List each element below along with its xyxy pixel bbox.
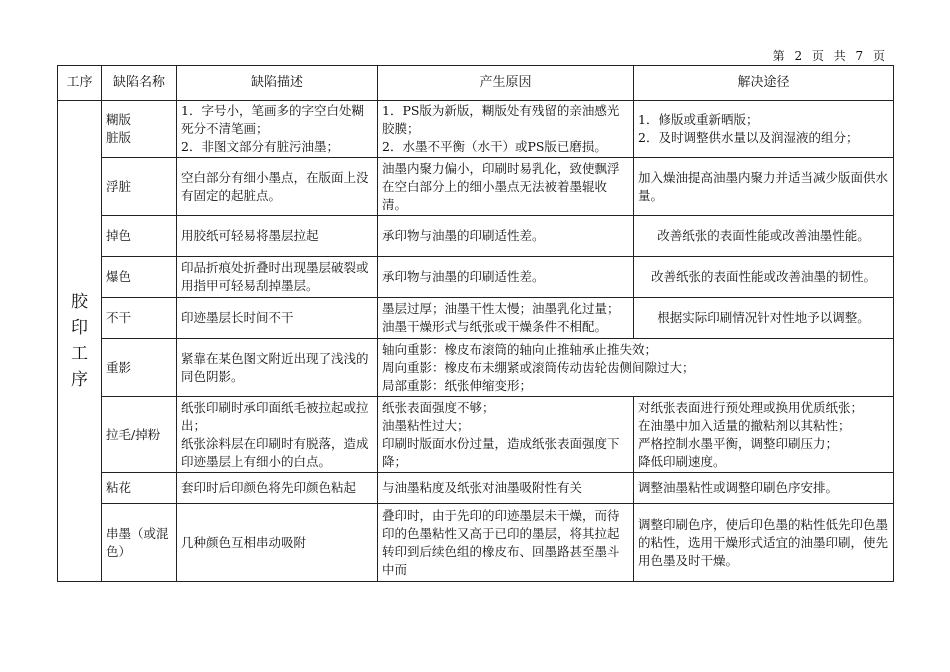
header-solution: 解决途径 [634,66,894,101]
header-description: 缺陷描述 [177,66,378,101]
defect-description: 用胶纸可轻易将墨层拉起 [177,216,378,257]
defect-cause: 纸张表面强度不够； 油墨粘性过大； 印刷时版面水份过量，造成纸张表面强度下降； [378,397,634,473]
defect-description: 套印时后印颜色将先印颜色粘起 [177,473,378,504]
defect-name: 浮脏 [102,158,177,216]
table-row [58,298,894,339]
defect-cause: 承印物与油墨的印刷适性差。 [378,216,634,257]
table-row [58,473,894,504]
defect-name: 重影 [102,339,177,397]
defect-table [57,65,894,582]
table-row [58,397,894,473]
defect-description: 紧靠在某色图文附近出现了浅浅的同色阴影。 [177,339,378,397]
defect-name: 拉毛/掉粉 [102,397,177,473]
defect-cause [378,101,634,158]
defect-solution: 调整印刷色序，使后印色墨的粘性低先印色墨的粘性，选用干燥形式适宜的油墨印刷，使先用色墨及时干燥。 [634,504,894,582]
defect-solution: 改善纸张的表面性能或改善油墨性能。 [634,216,894,257]
header-process: 工序 [58,66,102,101]
defect-name: 糊版 脏版 [102,101,177,158]
table-row [58,257,894,298]
defect-cause: 墨层过厚；油墨干性太慢；油墨乳化过量； 油墨干燥形式与纸张或干燥条件不相配。 [378,298,634,339]
table-row [58,216,894,257]
defect-cause: 与油墨粘度及纸张对油墨吸附性有关 [378,473,634,504]
defect-solution: 根据实际印刷情况针对性地予以调整。 [634,298,894,339]
defect-description: 几种颜色互相串动吸附 [177,504,378,582]
defect-name: 掉色 [102,216,177,257]
table-header-row [58,66,894,101]
header-defect-name: 缺陷名称 [102,66,177,101]
defect-name: 爆色 [102,257,177,298]
defect-cause: 承印物与油墨的印刷适性差。 [378,257,634,298]
defect-description: 印迹墨层长时间不干 [177,298,378,339]
defect-cause: 油墨内聚力偏小，印刷时易乳化，致使飘浮在空白部分上的细小墨点无法被着墨辊收清。 [378,158,634,216]
defect-description: 印品折痕处折叠时出现墨层破裂或用指甲可轻易刮掉墨层。 [177,257,378,298]
table-row [58,101,894,158]
defect-solution: 改善纸张的表面性能或改善油墨的韧性。 [634,257,894,298]
page-number: 第 2 页 共 7 页 [772,49,888,63]
numbered-line: 2．非图文部分有脏污油墨； [181,139,339,154]
numbered-line: 2．水墨不平衡（水干）或PS版已磨损。 [382,139,607,154]
numbered-line: 1．PS版为新版，糊版处有残留的亲油感光胶膜； [382,103,620,136]
defect-solution: 1．修版或重新晒版； 2．及时调整供水量以及润湿液的组分； [634,101,894,158]
defect-name: 不干 [102,298,177,339]
numbered-line: 1．字号小，笔画多的字空白处糊死分不清笔画； [181,103,364,136]
table-row [58,339,894,397]
table-row [58,158,894,216]
defect-solution: 调整油墨粘性或调整印刷色序安排。 [634,473,894,504]
defect-name: 粘花 [102,473,177,504]
defect-description: 空白部分有细小墨点，在版面上没有固定的起脏点。 [177,158,378,216]
defect-description: 纸张印刷时承印面纸毛被拉起或拉出； 纸张涂料层在印刷时有脱落，造成印迹墨层上有细小的白点。 [177,397,378,473]
process-cell: 胶印工序 [58,101,102,582]
header-cause: 产生原因 [378,66,634,101]
defect-description [177,101,378,158]
defect-cause: 叠印时，由于先印的印迹墨层未干燥，而待印的色墨粘性又高于已印的墨层，将其拉起转印到后续色组的橡皮布、回墨路甚至墨斗中而 [378,504,634,582]
table-row [58,504,894,582]
defect-solution: 对纸张表面进行预处理或换用优质纸张； 在油墨中加入适量的撤粘剂以其粘性； 严格控制水墨平衡，调整印刷压力； 降低印刷速度。 [634,397,894,473]
defect-cause-solution: 轴向重影：橡皮布滚筒的轴向止推轴承止推失效； 周向重影：橡皮布未绷紧或滚筒传动齿轮齿侧间隙过大； 局部重影：纸张伸缩变形； [378,339,894,397]
defect-solution: 加入燥油提高油墨内聚力并适当减少版面供水量。 [634,158,894,216]
defect-name: 串墨（或混色） [102,504,177,582]
